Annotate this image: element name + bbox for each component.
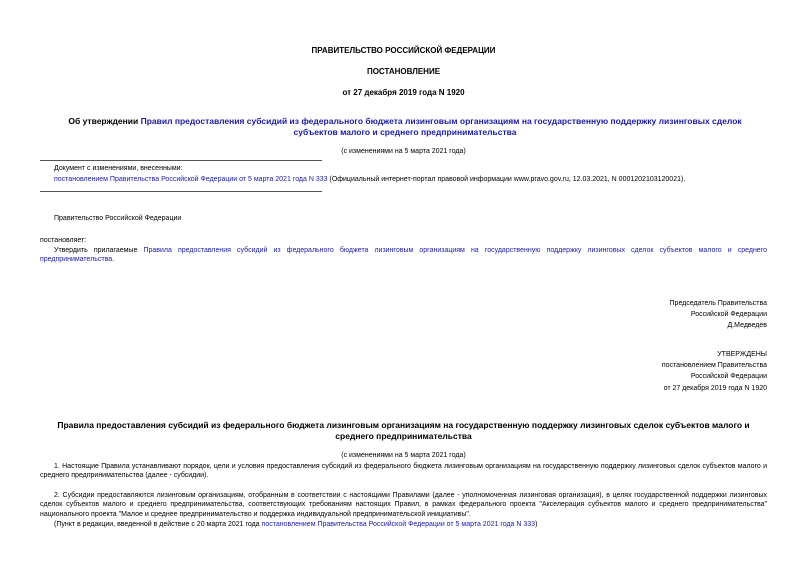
- amendments-label: Документ с изменениями, внесенными:: [54, 165, 183, 172]
- government-name: Правительство Российской Федерации: [54, 215, 182, 222]
- signature-title: Председатель Правительства: [669, 300, 767, 307]
- approved-by: постановлением Правительства: [661, 362, 767, 370]
- title-prefix: Об утверждении: [68, 116, 141, 126]
- changes-note: (с изменениями на 5 марта 2021 года): [341, 148, 466, 155]
- rules-paragraph-1: 1. Настоящие Правила устанавливают порядок, цели и условия предоставления субсидий из федерального бюджета лизинговым организациям на государственную поддержку лизинговых сделок субъектов малого и среднего предпринимательства (далее - субсидии).: [40, 463, 767, 480]
- divider-bottom: [40, 191, 322, 192]
- approve-prefix: Утвердить прилагаемые: [54, 247, 144, 254]
- approved-date: от 27 декабря 2019 года N 1920: [663, 384, 767, 392]
- approved-country: Российской Федерации: [690, 373, 767, 381]
- decrees-word: постановляет:: [40, 237, 87, 244]
- note-suffix: ): [535, 521, 538, 528]
- approved-block: [662, 349, 767, 394]
- divider-top: [40, 160, 322, 161]
- rules-paragraph-2-note: [54, 520, 774, 529]
- approve-suffix: .: [112, 256, 115, 264]
- document-date-number: от 27 декабря 2019 года N 1920: [342, 88, 465, 97]
- approve-paragraph: [40, 246, 767, 265]
- document-type-heading: ПОСТАНОВЛЕНИЕ: [366, 67, 441, 76]
- signature-block: [670, 298, 767, 332]
- signature-name: Д.Медведев: [727, 322, 767, 330]
- rules-paragraph-2: 2. Субсидии предоставляются лизинговым организациям, отобранным в соответствии с настоящими Правилами (далее - уполномоченная лизинговая организация), в целях государственной поддержки лизинговых сделок субъектов малого и среднего предпринимательства, соответствующих требованиям настоящих Правил, в рамках федерального проекта "Акселерация субъектов малого и среднего предпринимательства" национального проекта "Малое и среднее предпринимательство и поддержка индивидуальной предпринимательской инициативы".: [40, 492, 767, 518]
- document-title: [60, 116, 750, 139]
- rules-changes-note: (с изменениями на 5 марта 2021 года): [341, 452, 466, 459]
- signature-country: Российской Федерации: [690, 311, 767, 319]
- note-amendment-link[interactable]: постановлением Правительства Российской Федерации от 5 марта 2021 года N 333: [261, 521, 536, 528]
- amendments-line: [54, 175, 784, 184]
- approve-rules-link[interactable]: Правила предоставления субсидий из федерального бюджета лизинговым организациям на государственную поддержку лизинговых сделок субъектов малого и среднего предпринимательства: [40, 247, 767, 264]
- title-rules-link[interactable]: Правил предоставления субсидий из федерального бюджета лизинговым организациям на государственную поддержку лизинговых сделок субъектов малого и среднего предпринимательства: [140, 116, 742, 138]
- note-prefix: (Пункт в редакции, введенной в действие с 20 марта 2021 года: [54, 521, 262, 528]
- rules-title: Правила предоставления субсидий из федерального бюджета лизинговым организациям на государственную поддержку лизинговых сделок субъектов малого и среднего предпринимательства: [57, 420, 750, 442]
- government-heading: ПРАВИТЕЛЬСТВО РОССИЙСКОЙ ФЕДЕРАЦИИ: [311, 46, 496, 55]
- amendment-source: (Официальный интернет-портал правовой информации www.pravo.gov.ru, 12.03.2021, N 0001202103120021).: [327, 176, 686, 183]
- amendment-link[interactable]: постановлением Правительства Российской Федерации от 5 марта 2021 года N 333: [54, 176, 328, 183]
- approved-heading: УТВЕРЖДЕНЫ: [717, 351, 767, 358]
